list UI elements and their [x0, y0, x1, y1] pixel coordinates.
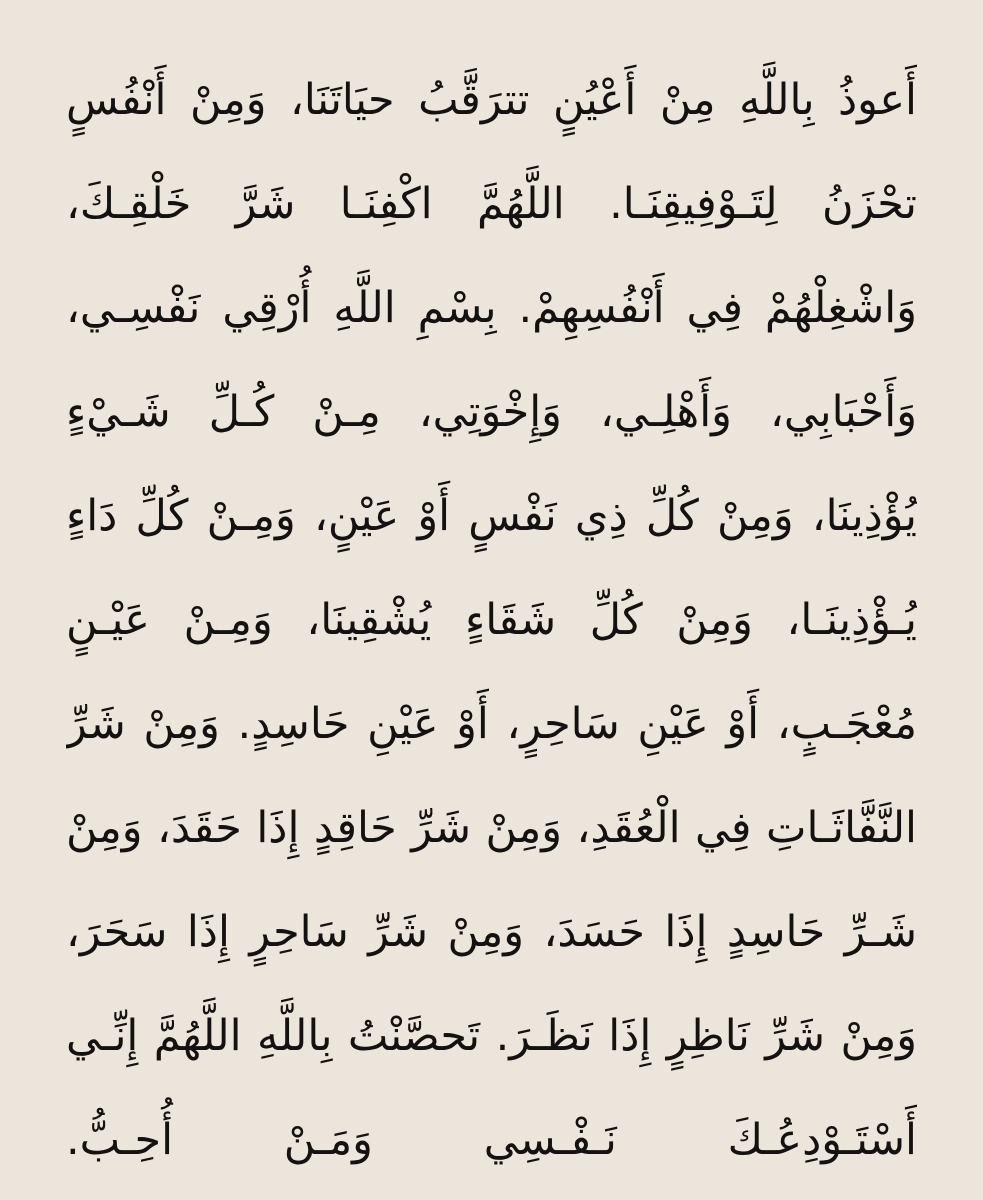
text-line: شَـرِّ حَاسِدٍ إِذَا حَسَدَ، وَمِنْ شَرِّ سَاحِرٍ إِذَا سَحَرَ، — [66, 907, 917, 957]
text-line: أَسْتَـوْدِعُـكَ نَـفْـسِي وَمَـنْ أُحِـبُّ. — [66, 1115, 917, 1165]
text-line: وَمِنْ شَرِّ نَاظِرٍ إِذَا نَظَـرَ. تَحصَّنْتُ بِاللَّهِ اللَّهُمَّ إِنِّـي — [66, 1011, 917, 1061]
text-line: وَاشْغِلْهُمْ فِي أَنْفُسِهِمْ. بِسْمِ اللَّهِ أُرْقِي نَفْسِـي، — [66, 283, 917, 333]
text-line: مُعْجَـبٍ، أَوْ عَيْنِ سَاحِرٍ، أَوْ عَيْنِ حَاسِدٍ. وَمِنْ شَرِّ — [66, 699, 917, 749]
text-line: يُؤْذِينَا، وَمِنْ كُلِّ ذِي نَفْسٍ أَوْ عَيْنٍ، وَمِـنْ كُلِّ دَاءٍ — [66, 491, 917, 541]
text-line: وَأَحْبَابِي، وَأَهْلِـي، وَإِخْوَتِي، مِـنْ كُـلِّ شَـيْءٍ — [66, 387, 917, 437]
text-line: يُـؤْذِينَـا، وَمِنْ كُلِّ شَقَاءٍ يُشْقِينَا، وَمِـنْ عَيْـنٍ — [66, 595, 917, 645]
text-line: تحْزَنُ لِتَـوْفِيقِنَـا. اللَّهُمَّ اكْفِنَـا شَرَّ خَلْقِـكَ، — [66, 179, 917, 229]
text-line: أَعوذُ بِاللَّهِ مِنْ أَعْيُنٍ تترَقَّبُ حيَاتَنَا، وَمِنْ أَنْفُسٍ — [66, 75, 917, 125]
text-line: النَّفَّاثَـاتِ فِي الْعُقَدِ، وَمِنْ شَرِّ حَاقِدٍ إِذَا حَقَدَ، وَمِنْ — [66, 803, 917, 853]
prayer-text — [66, 48, 917, 1192]
